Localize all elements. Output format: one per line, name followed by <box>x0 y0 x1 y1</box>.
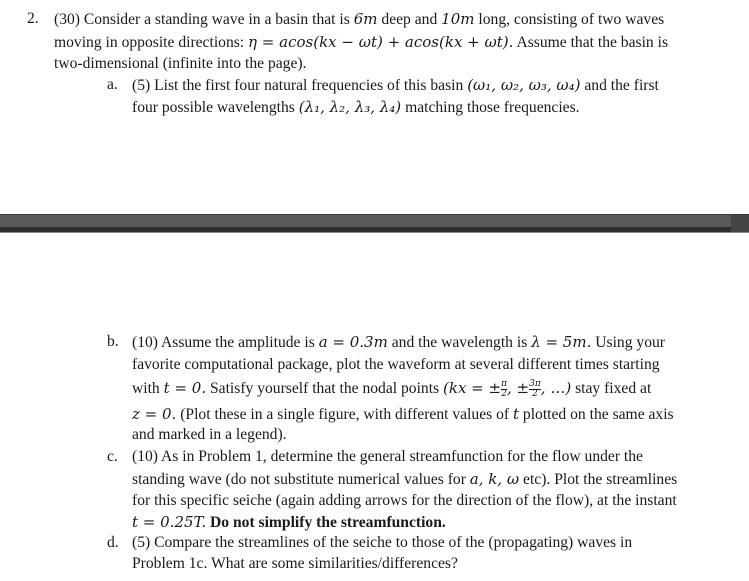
part-c-line-1: (10) As in Problem 1, determine the general streamfunction for the flow under the <box>132 448 643 465</box>
fraction-3pi-over-2: $\frac{3\pi}{2}$ <box>529 378 541 399</box>
problem-intro-line-3: two-dimensional (infinite into the page). <box>54 55 307 72</box>
part-c-line-4: t = 0.25T. Do not simplify the streamfunction. <box>132 513 446 531</box>
part-c-label: c. <box>107 448 118 465</box>
part-b-line-4: z = 0. (Plot these in a single figure, with different values of t plotted on the same axis <box>132 405 674 423</box>
page-break-shadow <box>0 227 749 232</box>
problem-number: 2. <box>27 10 39 27</box>
part-c-line-3: for this specific seiche (again adding arrows for the direction of the flow), at the instant <box>132 492 677 509</box>
problem-intro-line-2: moving in opposite directions: η = acos(kx − ωt) + acos(kx + ωt). Assume that the basin is <box>54 33 669 51</box>
page-break-end <box>731 215 749 232</box>
part-d-line-2: Problem 1c. What are some similarities/differences? <box>132 555 458 572</box>
page-break-divider <box>0 214 749 233</box>
part-b-line-3: with t = 0. Satisfy yourself that the nodal points (kx = ± $\frac{\pi}{2}$ , ± $\frac{3\pi}{2}$ , …) stay fixed at <box>132 378 652 399</box>
part-b-line-5: and marked in a legend). <box>132 426 287 443</box>
part-a-label: a. <box>107 76 118 93</box>
part-c-line-2: standing wave (do not substitute numerical values for a, k, ω etc). Plot the streamlines <box>132 470 678 488</box>
part-a-line-2: four possible wavelengths (λ₁, λ₂, λ₃, λ₄) matching those frequencies. <box>132 98 580 116</box>
part-b-label: b. <box>107 333 119 350</box>
part-b-line-1: (10) Assume the amplitude is a = 0.3m and the wavelength is λ = 5m. Using your <box>132 333 665 351</box>
problem-intro-line-1: (30) Consider a standing wave in a basin that is 6m deep and 10m long, consisting of two waves <box>54 10 665 28</box>
part-a-line-1: (5) List the first four natural frequencies of this basin (ω₁, ω₂, ω₃, ω₄) and the first <box>132 76 659 94</box>
part-d-label: d. <box>107 534 119 551</box>
part-d-line-1: (5) Compare the streamlines of the seiche to those of the (propagating) waves in <box>132 534 633 551</box>
fraction-pi-over-2: $\frac{\pi}{2}$ <box>501 378 508 399</box>
part-b-line-2: favorite computational package, plot the waveform at several different times starting <box>132 356 660 373</box>
